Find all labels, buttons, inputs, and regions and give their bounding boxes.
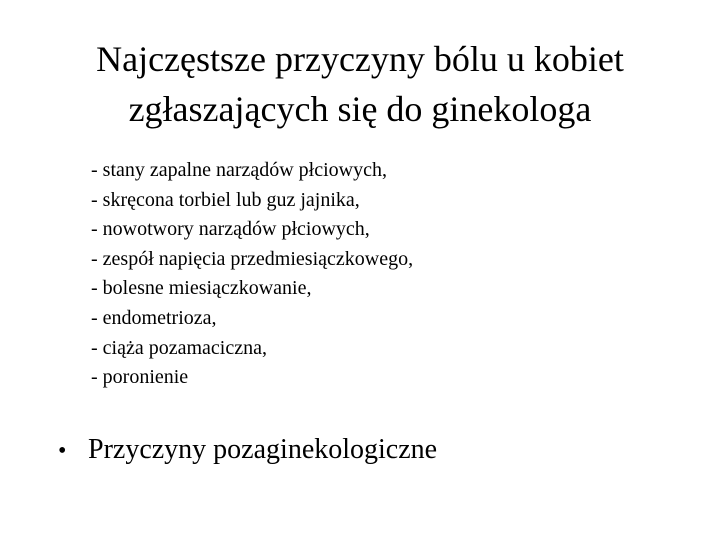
slide-title: [40, 34, 680, 134]
list-item: - poronienie: [91, 366, 189, 389]
title-line-2: zgłaszających się do ginekologa: [128, 89, 592, 129]
bullet-icon: •: [58, 438, 67, 464]
cause-list: [91, 156, 413, 393]
list-item: - ciąża pozamaciczna,: [91, 336, 267, 359]
bullet-text: Przyczyny pozaginekologiczne: [88, 434, 438, 465]
list-item: - stany zapalne narządów płciowych,: [91, 159, 387, 181]
list-item: - nowotwory narządów płciowych,: [91, 218, 370, 241]
list-item: - skręcona torbiel lub guz jajnika,: [91, 188, 360, 211]
list-item: - bolesne miesiączkowanie,: [91, 277, 312, 300]
title-line-1: Najczęstsze przyczyny bólu u kobiet: [96, 39, 624, 79]
list-item: - zespół napięcia przedmiesiączkowego,: [91, 247, 414, 270]
bullet-point: [58, 432, 437, 469]
list-item: - endometrioza,: [91, 306, 217, 329]
